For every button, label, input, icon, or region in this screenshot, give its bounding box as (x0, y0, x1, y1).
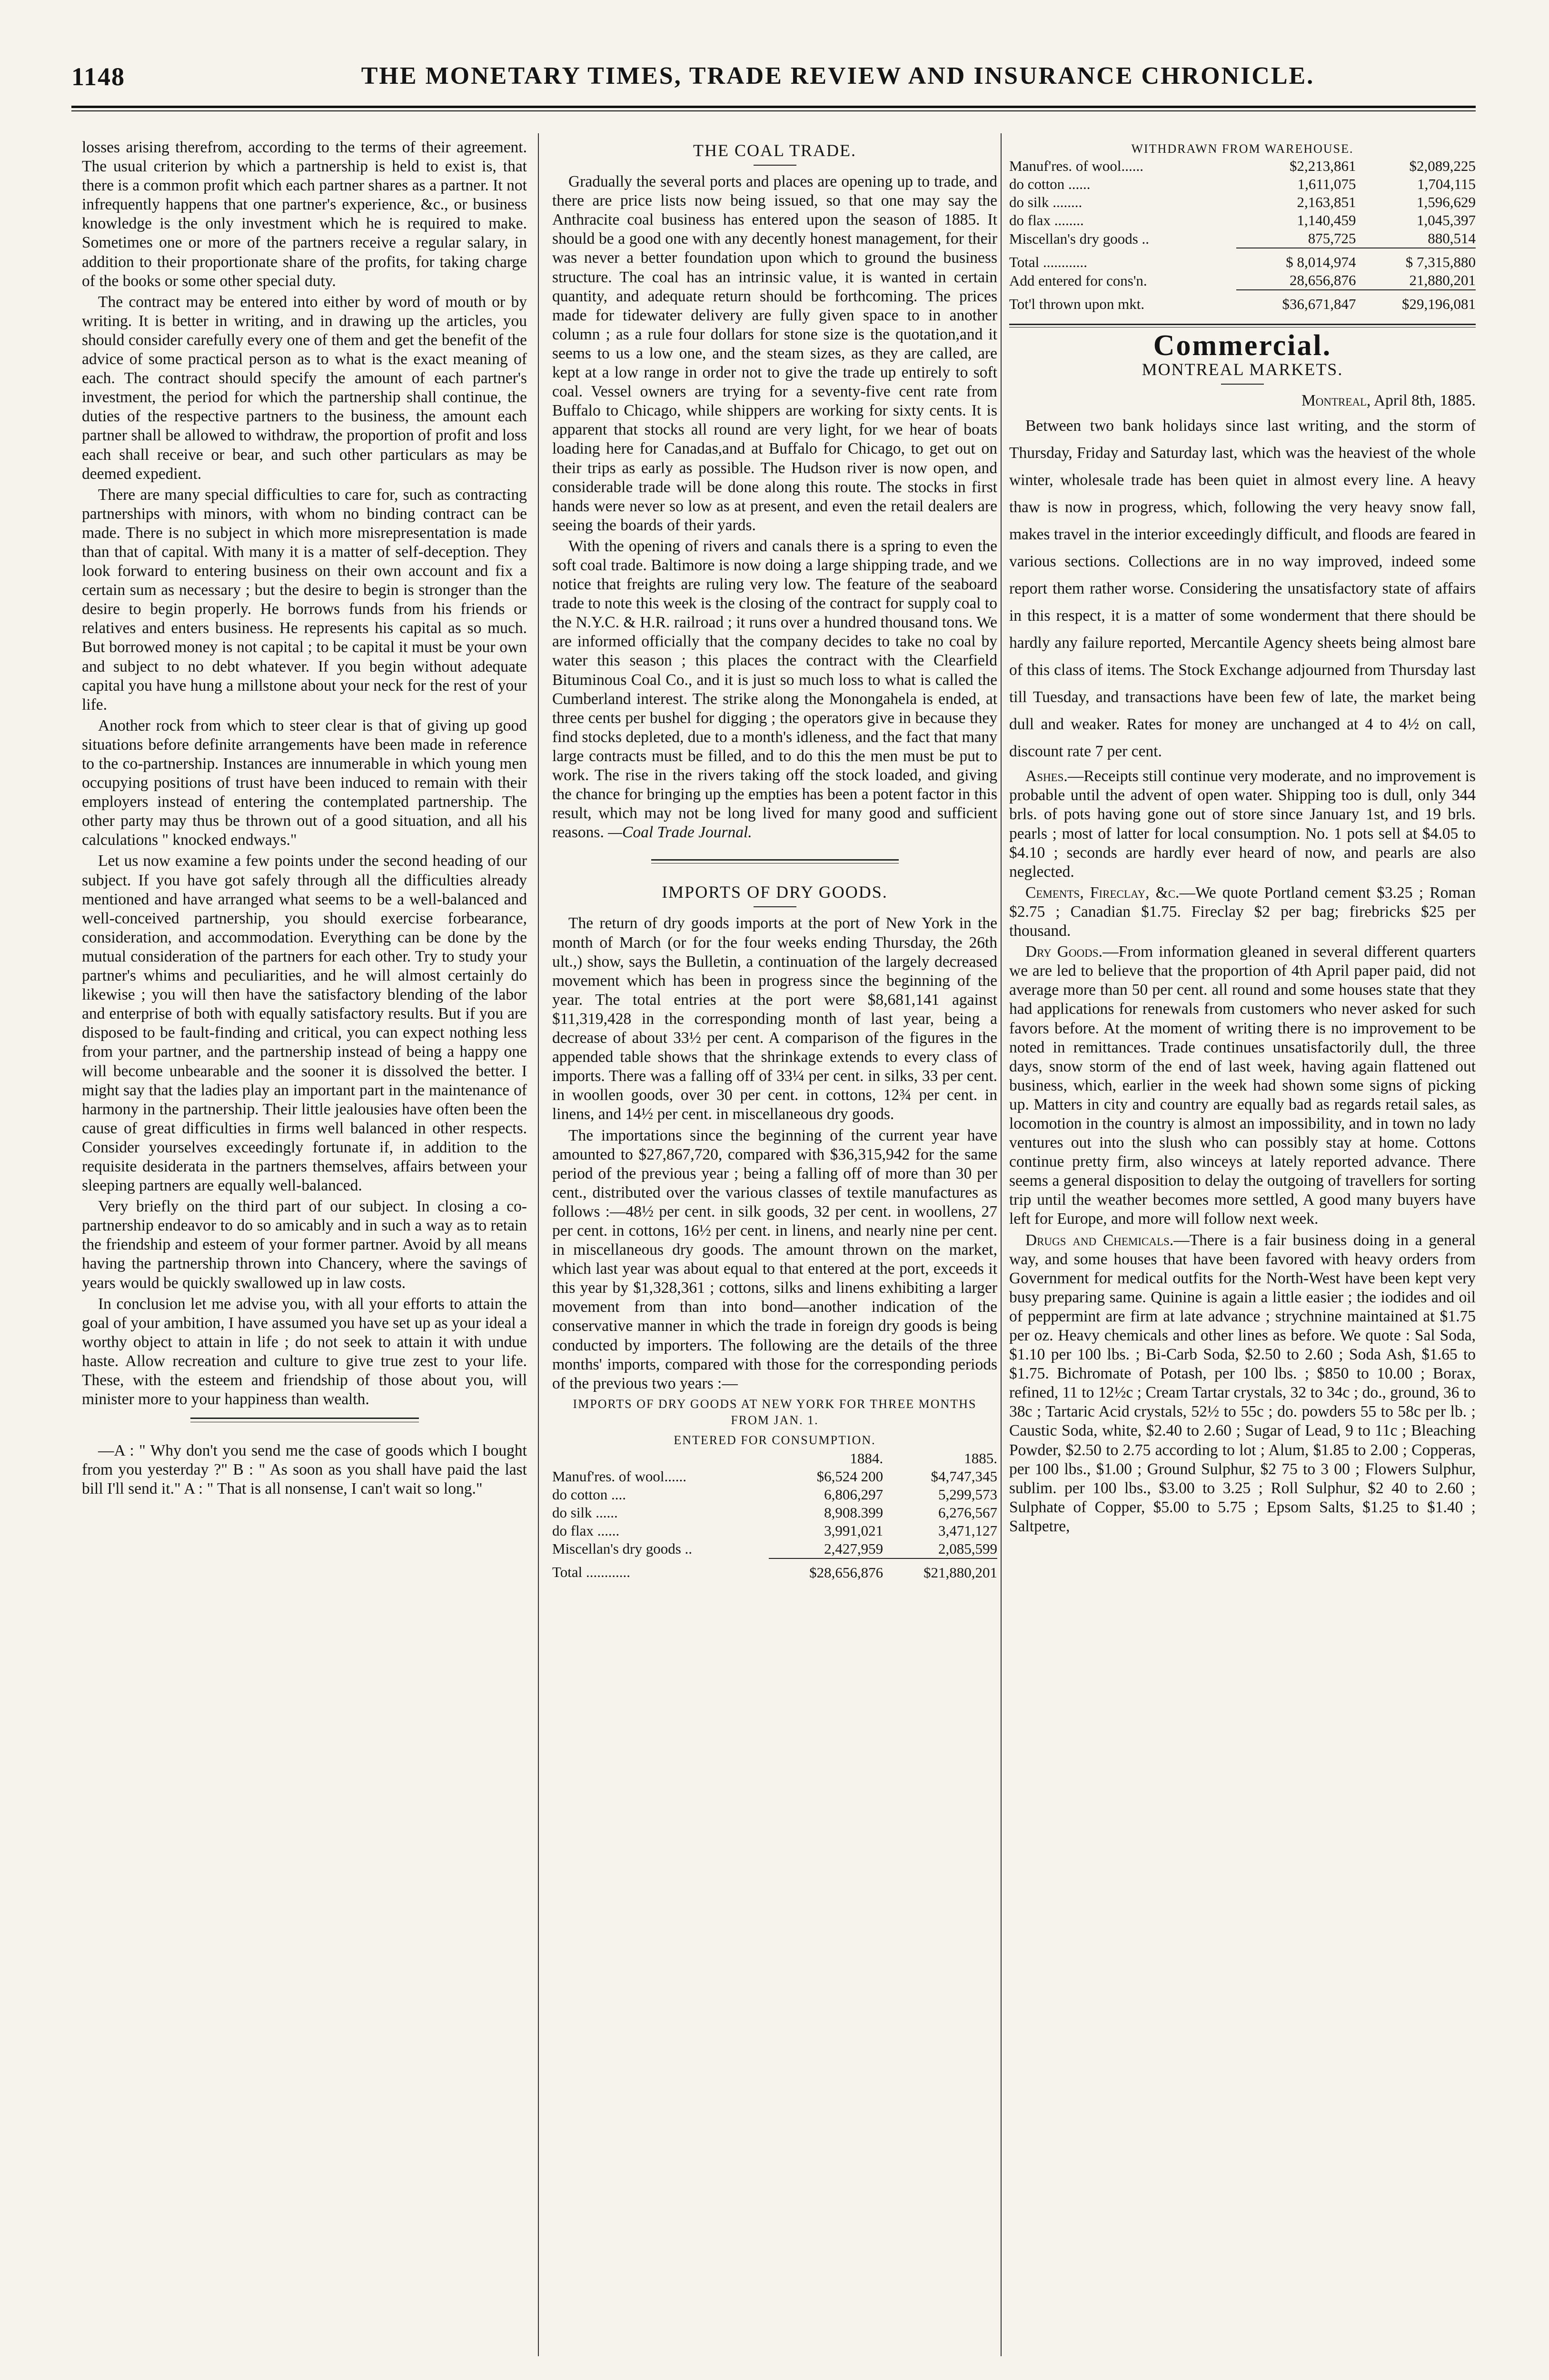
montreal-markets-heading: MONTREAL MARKETS. (1142, 360, 1343, 379)
row-value: 2,085,599 (883, 1540, 997, 1558)
section-divider (1009, 324, 1476, 327)
section-divider (190, 1418, 419, 1422)
market-item (1009, 767, 1476, 882)
market-item (1009, 942, 1476, 1229)
withdrawn-table (1009, 157, 1476, 313)
table-total-row (1009, 248, 1476, 271)
row-label: Tot'l thrown upon mkt. (1009, 295, 1145, 312)
row-value: $ 7,315,880 (1405, 254, 1476, 270)
row-value: 875,725 (1236, 229, 1356, 248)
article-source: —Coal Trade Journal. (608, 823, 752, 842)
table-caption: WITHDRAWN FROM WAREHOUSE. (1131, 142, 1354, 156)
row-value: $29,196,081 (1402, 296, 1476, 312)
section-divider (651, 859, 899, 863)
row-value: 1,611,075 (1297, 176, 1356, 192)
imports-heading: IMPORTS OF DRY GOODS. (662, 883, 888, 902)
row-value: 1,596,629 (1417, 194, 1476, 210)
article-paragraph: losses arising therefrom, according to the terms of their agreement. The usual criterion by which a partnership is held to exist is, that there is a common profit which each partner shares as a partner. It not infrequently happens that one partner's experience, &c., or business knowledge is the only investment which he is required to make. Sometimes one or more of the partners receive a regular salary, in addition to their proportionate share of the profits, for taking charge of the books or some other special duty. (82, 139, 527, 290)
market-item (1009, 883, 1476, 941)
row-value: $2,089,225 (1409, 158, 1476, 174)
row-label: Add entered for cons'n. (1009, 272, 1147, 289)
market-intro: Between two bank holidays since last writing, and the storm of Thursday, Friday and Saturday last, which was the heaviest of the whole winter, wholesale trade has been quiet in almost every line. A heavy thaw is now in progress, which, following the very heavy snow fall, makes travel in the interior exceedingly difficult, and floods are feared in various sections. Collections are in no way improved, indeed some report them rather worse. Considering the unsatisfactory state of affairs in this respect, it is a matter of some wonderment that there should be hardly any failure reported, Mercantile Agency sheets being almost bare of this class of items. The Stock Exchange adjourned from Thursday last till Tuesday, and transactions have been few of late, the market being dull and weaker. Rates for money are unchanged at 4 to 4½ on call, discount rate 7 per cent. (1009, 417, 1476, 761)
market-item (1009, 1231, 1476, 1537)
row-label: Miscellan's dry goods .. (1009, 230, 1150, 247)
market-item-text: —Receipts still continue very moderate, and no improvement is probable until the advent of open water. Shipping too is dull, only 344 brls. of pots having gone out of store since January 1st, and 19 brls. pearls ; most of latter for local consumption. No. 1 pots sell at $4.05 to $4.10 ; seconds are hardly ever heard of now, and pearls are also neglected. (1009, 767, 1476, 881)
commercial-title: Commercial. (1153, 329, 1332, 362)
table-row (1009, 193, 1476, 211)
article-paragraph: Gradually the several ports and places are opening up to trade, and there are price lists now being issued, so that one may say the Anthracite coal business has entered upon the season of 1885. It should be a good one with any decently honest management, for their was never a better foundation upon which to ground the business structure. The coal has an intrinsic value, it is wanted in certain quantity, and adequate return should be forthcoming. The prices made for tidewater delivery are fully given space to in another column ; as a rule four dollars for stone size is the quotation,and it seems to us a low one, and the steam sizes, as they are called, are kept at a low range in order not to give the trade up entirely to soft coal. Vessel owners are trying for a seventy-five cent rate from Buffalo to Chicago, while shippers are working for sixty cents. It is apparent that stocks all round are very light, for we hear of boats loading here for Canadas,and at Buffalo for Chicago, to get out on their trips as early as possible. The Hudson river is now open, and considerable trade will be done along this route. The stocks in first hands were never so low as at present, and even the retail dealers are seeing the boards of their yards. (552, 173, 997, 534)
column-1 (82, 138, 527, 2356)
table-row (552, 1540, 997, 1558)
article-paragraph: The importations since the beginning of the current year have amounted to $27,867,720, compared with $36,315,942 for the same period of the previous year ; being a falling off of more than 30 per cent., distributed over the various classes of textile manufactures as follows :—48½ per cent. in silk goods, 32 per cent. in woollens, 27 per cent. in cottons, 16½ per cent. in linens, and nearly nine per cent. in miscellaneous dry goods. The amount thrown on the market, which last year was about equal to that entered at the port, exceeds it this year by $1,328,361 ; cottons, silks and linens exhibiting a larger movement from than into bond—another indication of the conservative manner in which the trade in foreign dry goods is being conducted by importers. The following are the details of the three months' imports, compared with those for the corresponding periods of the previous two years :— (552, 1126, 997, 1392)
heading-dash (754, 165, 796, 166)
article-paragraph: Another rock from which to steer clear is that of giving up good situations before definite arrangements have been made in reference to the co-partnership. Instances are innumerable in which young men occupying positions of trust have been induced to remain with their employers instead of entering the contemplated partnership. The other party may thus be thrown out of a good situation, and all his calculations " knocked endways." (82, 716, 527, 849)
market-item-text: —There is a fair business doing in a general way, and some houses that have been favored with heavy orders from Government for medical outfits for the North-West have been kept very busy preparing same. Quinine is again a little easier ; the iodides and oil of peppermint are firm at late advance ; strychnine maintained at $1.75 per oz. Heavy chemicals and other lines as before. We quote : Sal Soda, $1.10 per 100 lbs. ; Bi-Carb Soda, $2.50 to 2.60 ; Soda Ash, $1.65 to $1.75. Bichromate of Potash, per 100 lbs. ; $850 to 10.00 ; Borax, refined, 11 to 12½c ; Cream Tartar crystals, 32 to 34c ; do., ground, 36 to 38c ; Tartaric Acid crystals, 52½ to 55c ; do. powders 55 to 58c per lb. ; Caustic Soda, white, $2.40 to 2.60 ; Sugar of Lead, 9 to 11c ; Bleaching Powder, $2.50 to 2.75 according to lot ; Alum, $1.85 to 2.00 ; Copperas, per 100 lbs., $1.00 ; Ground Sulphur, $2 75 to 3 00 ; Flowers Sulphur, sublim. per 100 lbs., $3.00 to 3.25 ; Roll Sulphur, $2 40 to 2.60 ; Sulphate of Copper, $5.00 to 5.75 ; Epsom Salts, $1.25 to $1.40 ; Saltpetre, (1009, 1231, 1476, 1535)
market-item-head: Dry Goods. (1025, 943, 1103, 961)
market-item-text: —We quote Portland cement $3.25 ; Roman $2.75 ; Canadian $1.75. Fireclay $2 per bag; firebricks $25 per thousand. (1009, 883, 1476, 940)
table-row (552, 1522, 997, 1540)
row-label: do cotton .... (552, 1486, 626, 1503)
table-row (1009, 211, 1476, 229)
page-number: 1148 (71, 62, 126, 91)
article-paragraph: The contract may be entered into either by word of mouth or by writing. It is better in writing, and in drawing up the articles, you should consider carefully every one of them and get the benefit of the advice of some practical person as to what is the exact meaning of each. The contract should specify the amount of each partner's investment, the period for which the partnership shall continue, the duties of the respective partners to the business, the amount each partner shall be allowed to withdraw, the proportion of profit and loss each shall receive or bear, and such other particulars as may be deemed expedient. (82, 293, 527, 483)
row-value: 3,991,021 (824, 1522, 884, 1539)
market-item-head: Cements, Fireclay, &c. (1025, 883, 1180, 902)
row-value: 1,140,459 (1297, 212, 1356, 228)
coal-trade-heading: THE COAL TRADE. (693, 141, 856, 160)
row-value: 2,427,959 (769, 1540, 883, 1558)
row-label: do flax ........ (1009, 212, 1084, 228)
column-2 (552, 138, 997, 2356)
row-value: 6,806,297 (824, 1486, 884, 1503)
row-value: 1,704,115 (1417, 176, 1476, 192)
row-value: $21,880,201 (923, 1564, 997, 1581)
table-total-row (1009, 290, 1476, 313)
heading-dash (754, 906, 796, 907)
table-row (1009, 157, 1476, 175)
row-value: $28,656,876 (809, 1564, 884, 1581)
page-header (71, 62, 1476, 100)
row-label: Miscellan's dry goods .. (552, 1540, 693, 1557)
row-value: $2,213,861 (1290, 158, 1356, 174)
row-value: $ 8,014,974 (1286, 254, 1356, 270)
table-caption: IMPORTS OF DRY GOODS AT NEW YORK FOR THREE MONTHS FROM JAN. 1. (573, 1397, 977, 1427)
article-paragraph: In conclusion let me advise you, with all your efforts to attain the goal of your ambition, I have assumed you have set up as your ideal a worthy object to attain in life ; do not seek to attain it with undue haste. Allow recreation and culture to give true zest to your life. These, with the esteem and friendship of those about you, will minister more to your happiness than wealth. (82, 1295, 527, 1408)
row-label: Manuf'res. of wool...... (552, 1468, 686, 1485)
article-paragraph: There are many special difficulties to care for, such as contracting partnerships with minors, with whom no binding contract can be made. There is no subject in which more misrepresentation is made than that of capital. With many it is a matter of self-deception. They look forward to entering business on their own account and fix a certain sum as necessary ; but the desire to begin is stronger than the desire to begin properly. He borrows funds from his friends or relatives and enters business. He represents his capital as so much. But borrowed money is not capital ; to be capital it must be your own and subject to no debt whatever. If you begin without adequate capital you have hung a millstone about your neck for the rest of your life. (82, 486, 527, 714)
row-value: 1,045,397 (1417, 212, 1476, 228)
heading-dash (1221, 384, 1264, 385)
row-label: Total ............ (1009, 253, 1088, 270)
table-row (552, 1468, 997, 1486)
year-header: 1885. (964, 1449, 997, 1467)
table-row (552, 1486, 997, 1504)
article-paragraph: Very briefly on the third part of our subject. In closing a co-partnership endeavor to do so amicably and in such a way as to retain the friendship and esteem of your former partner. Avoid by all means having the partnership thrown into Chancery, where the savings of years would be quickly swallowed up in law costs. (82, 1198, 527, 1292)
market-item-text: —From information gleaned in several different quarters we are led to believe that the proportion of 4th April paper paid, did not average more than 50 per cent. all round and some houses state that they had applications for renewals from customers who never asked for such favors before. At the moment of writing there is no improvement to be noted in remittances. Trade continues unsatisfactorily dull, the three days, snow storm of the end of last week, having again flattened out business, which, earlier in the week had shown some signs of picking up. Matters in city and country are equally bad as regards retail sales, as locomotion in the country is almost an impossibility, and in town no lady ventures out into the slush who can possibly stay at home. Cottons continue pretty firm, also winceys at lately reported advance. There seems a general disposition to delay the outgoing of travellers for sorting trip until the weather becomes more settled, A good many buyers have left for Europe, and more will follow next week. (1009, 943, 1476, 1228)
row-value: $4,747,345 (931, 1468, 997, 1485)
page-title: THE MONETARY TIMES, TRADE REVIEW AND INSURANCE CHRONICLE. (361, 62, 1315, 89)
dateline (1009, 391, 1476, 410)
article-text: With the opening of rivers and canals there is a spring to even the soft coal trade. Baltimore is now doing a large shipping trade, and we notice that freights are ruling very low. The feature of the seaboard trade to note this week is the closing of the contract for supply coal to the N.Y.C. & H.R. railroad ; it runs over a hundred thousand tons. We are informed officially that the company decides to take no coal by water this season ; this places the contract with the Clearfield Bituminous Coal Co., and it is just so much loss to what is called the Cumberland interest. The strike along the Monongahela is ended, at three cents per bushel for digging ; the operators give in because they find stocks depleted, due to a month's idleness, and the fact that many large contracts must be filled, and to do this the men must be put to work. The rise in the rivers taking off the stock loaded, and giving the chance for bringing up the empties has been a potent factor in this result, which may not be long lived for many good and sufficient reasons. (552, 537, 997, 842)
table-header-row (552, 1449, 997, 1468)
article-paragraph (552, 537, 997, 843)
table-total-row (552, 1558, 997, 1582)
dateline-date: April 8th, 1885. (1373, 392, 1476, 410)
row-value: 8,908.399 (824, 1504, 884, 1521)
row-value: 21,880,201 (1356, 271, 1476, 290)
row-value: $6,524 200 (816, 1468, 884, 1485)
table-subcaption: ENTERED FOR CONSUMPTION. (674, 1433, 876, 1447)
row-value: 28,656,876 (1236, 271, 1356, 290)
row-label: do flax ...... (552, 1522, 620, 1539)
column-rule-1 (538, 133, 539, 2356)
row-label: Manuf'res. of wool...... (1009, 158, 1143, 174)
table-row (1009, 271, 1476, 290)
market-item-head: Ashes. (1025, 767, 1068, 785)
table-row (1009, 229, 1476, 248)
row-value: 5,299,573 (938, 1486, 997, 1503)
row-value: 6,276,567 (938, 1504, 997, 1521)
row-value: $36,671,847 (1282, 296, 1356, 312)
row-label: do cotton ...... (1009, 176, 1091, 192)
table-row (1009, 175, 1476, 193)
year-header: 1884. (850, 1449, 884, 1467)
article-paragraph: The return of dry goods imports at the port of New York in the month of March (or for the four weeks ending Thursday, the 26th ult.,) show, says the Bulletin, a continuation of the largely decreased movement which has been in progress since the beginning of the year. The total entries at the port were $8,681,141 against $11,319,428 in the corresponding month of last year, being a decrease of about 33½ per cent. A comparison of the figures in the appended table shows that the shrinkage extends to every class of imports. There was a falling off of 33¼ per cent. in silks, 33 per cent. in woollen goods, over 30 per cent. in cottons, 12¾ per cent. in linens, and 14½ per cent. in miscellaneous dry goods. (552, 914, 997, 1123)
imports-table (552, 1449, 997, 1582)
market-item-head: Drugs and Chemicals. (1025, 1231, 1174, 1249)
column-3 (1009, 138, 1476, 2356)
header-rule-thick (71, 106, 1476, 108)
row-label: Total ............ (552, 1564, 631, 1581)
header-rule-thin (71, 110, 1476, 111)
article-paragraph: Let us now examine a few points under the second heading of our subject. If you have got safely through all the difficulties already mentioned and have arranged what seems to be a well-balanced and well-conceived partnership, you should exercise forbearance, consideration, and accommodation. Everything can be done by the mutual consideration of the partners for each other. Try to study your partner's whims and peculiarities, and he will almost certainly do likewise ; you will then have the satisfactory blending of the labor and enterprise of both with equally satisfactory results. But if you are disposed to be fault-finding and critical, you can expect nothing less from your partner, and the partnership instead of being a happy one will become unbearable and the sooner it is dissolved the better. I might say that the ladies play an important part in the maintenance of harmony in the partnership. Their little jealousies have often been the cause of great difficulties in firms well balanced in other respects. Consider yourselves exceedingly fortunate if, in addition to the requisite desiderata in the partners themselves, affairs between your sleeping partners are equally well-balanced. (82, 852, 527, 1195)
table-row (552, 1504, 997, 1522)
row-value: 880,514 (1356, 229, 1476, 248)
column-rule-2 (1001, 133, 1002, 2356)
row-label: do silk ...... (552, 1504, 618, 1521)
row-label: do silk ........ (1009, 194, 1082, 210)
joke-paragraph: —A : " Why don't you send me the case of goods which I bought from you yesterday ?" B : " As soon as you shall have paid the last bill I'll send it." A : " That is all nonsense, I can't wait so long." (82, 1442, 527, 1498)
dateline-place: Montreal, (1301, 392, 1371, 410)
row-value: 2,163,851 (1297, 194, 1356, 210)
row-value: 3,471,127 (938, 1522, 997, 1539)
